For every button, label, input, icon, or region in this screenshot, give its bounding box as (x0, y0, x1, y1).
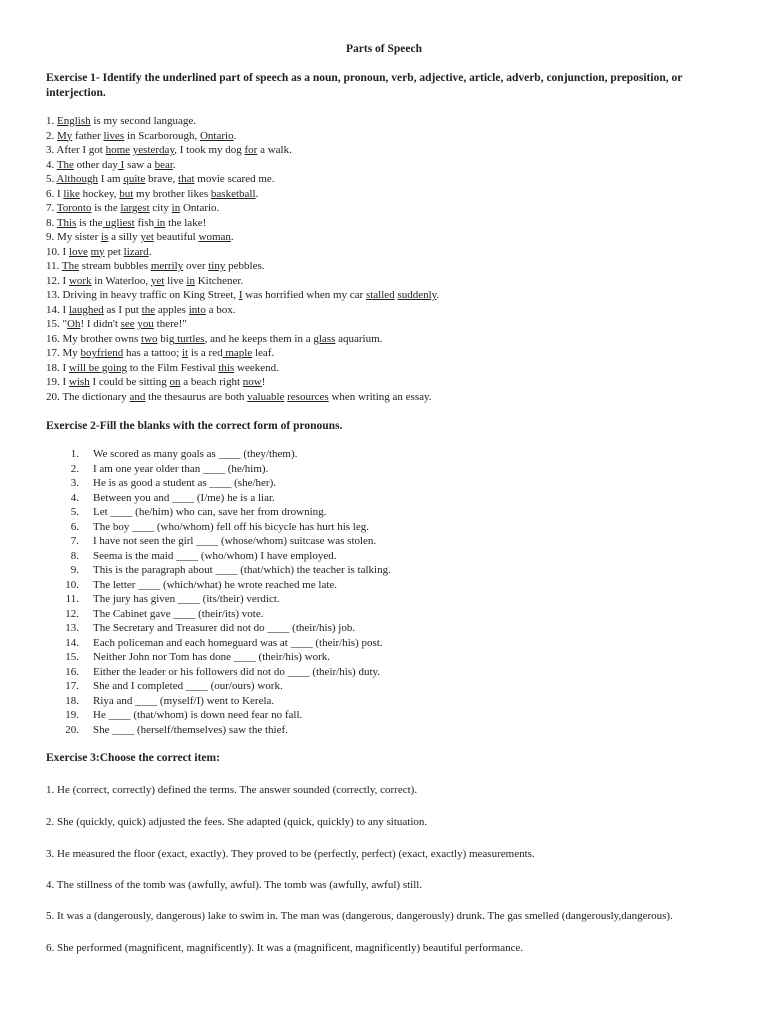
sentence-text: Ontario. (180, 202, 220, 214)
item-text: The jury has given ____ (its/their) verdict. (93, 593, 280, 605)
sentence-text: has a tattoo; (123, 347, 182, 359)
sentence-text: , I took my dog (174, 144, 245, 156)
underlined-word: This (56, 216, 77, 229)
sentence-text: in Waterloo, (91, 274, 151, 287)
item-number: 9. (70, 564, 79, 576)
sentence-text: beautiful (153, 231, 199, 243)
exercise2-item (46, 621, 746, 636)
item-number: 10. (65, 578, 79, 591)
exercise1-sentence (46, 390, 746, 405)
underlined-word: is (101, 231, 109, 243)
item-text: Either the leader or his followers did not do ____ (their/his) duty. (93, 665, 381, 678)
sentence-text: is the (76, 216, 103, 229)
item-number: 11. (65, 593, 79, 605)
item-text: The Cabinet gave ____ (their/its) vote. (93, 607, 264, 620)
exercise1-sentence (46, 317, 746, 332)
exercise2-item (46, 491, 746, 506)
exercise2-item-list (46, 447, 746, 737)
underlined-word: Although (56, 173, 98, 185)
underlined-word: resources (287, 390, 329, 403)
sentence-text: saw a (124, 158, 155, 171)
item-number: 18. (65, 694, 79, 707)
item-text: This is the paragraph about ____ (that/which) the teacher is talking. (93, 564, 391, 576)
underlined-word: the (141, 303, 156, 316)
sentence-text: to the Film Festival (126, 361, 219, 374)
underlined-word: woman (198, 231, 231, 243)
exercise1-sentence (46, 172, 746, 187)
sentence-text: a walk. (257, 144, 292, 156)
underlined-word: love (68, 245, 88, 258)
exercise1-sentence (46, 303, 746, 318)
sentence-text: live (164, 274, 187, 287)
item-text: The Secretary and Treasurer did not do ____ (their/his) job. (93, 622, 356, 634)
exercise3-item: 4. The stillness of the tomb was (awfully, awful). The tomb was (awfully, awful) still. (46, 879, 423, 891)
sentence-text: I (62, 361, 69, 374)
sentence-text: aquarium. (335, 332, 383, 345)
exercise1-sentence (46, 230, 746, 245)
exercise2-item (46, 476, 746, 491)
sentence-text: is my second language. (90, 115, 197, 127)
sentence-text: My sister (57, 231, 101, 243)
sentence-text: . (255, 187, 259, 200)
exercise2-item (46, 505, 746, 520)
exercise2-item (46, 708, 746, 723)
underlined-word: yet (150, 274, 165, 287)
sentence-text: a box. (205, 303, 236, 316)
exercise2-item (46, 592, 746, 607)
underlined-word: like (63, 187, 80, 200)
sentence-number: 2. (46, 129, 57, 142)
item-text: She and I completed ____ (our/ours) work. (93, 680, 283, 692)
underlined-word: bear (154, 158, 173, 171)
sentence-text: other day (73, 158, 118, 171)
item-number: 3. (70, 477, 79, 489)
underlined-word: I (117, 158, 125, 171)
underlined-word: My (57, 129, 73, 142)
sentence-text: in Scarborough, (124, 129, 200, 142)
sentence-text: a silly (108, 231, 141, 243)
sentence-text: over (183, 260, 209, 272)
item-text: Riya and ____ (myself/I) went to Kerela. (93, 694, 275, 707)
exercise1-sentence-list (46, 114, 746, 404)
underlined-word: English (57, 115, 91, 127)
sentence-number: 11. (46, 260, 62, 272)
item-text: Each policeman and each homeguard was at ____ (their/his) post. (93, 636, 383, 649)
sentence-text: Kitchener. (194, 274, 244, 287)
item-number: 1. (70, 448, 79, 460)
sentence-text: was horrified when my car (242, 289, 366, 301)
exercise1-heading (46, 71, 726, 101)
sentence-number: 16. (46, 332, 63, 345)
underlined-word: you (137, 318, 154, 330)
item-text: He ____ (that/whom) is down need fear no fall. (93, 709, 303, 721)
item-number: 4. (70, 491, 79, 504)
item-text: I am one year older than ____ (he/him). (93, 462, 269, 475)
item-number: 6. (70, 520, 79, 533)
underlined-word: quite (123, 173, 146, 185)
sentence-number: 17. (46, 347, 63, 359)
exercise1-sentence (46, 375, 746, 390)
exercise2-item (46, 578, 746, 593)
underlined-word: this (218, 361, 235, 374)
underlined-word: lives (103, 129, 125, 142)
underlined-word: see (120, 318, 135, 330)
underlined-word: tiny (208, 260, 226, 272)
exercise2-item (46, 549, 746, 564)
exercise1-sentence (46, 346, 746, 361)
sentence-number: 4. (46, 158, 57, 171)
sentence-text: , and he keeps them in a (204, 332, 314, 345)
exercise3-heading: Exercise 3:Choose the correct item: (46, 752, 220, 764)
underlined-word: and (129, 390, 146, 403)
sentence-text: After I got (56, 144, 106, 156)
sentence-number: 14. (46, 303, 63, 316)
exercise1-sentence (46, 259, 746, 274)
exercise1-sentence (46, 361, 746, 376)
sentence-text: there!" (153, 318, 187, 330)
exercise2-item (46, 679, 746, 694)
underlined-word: in (171, 202, 181, 214)
exercise2-item (46, 520, 746, 535)
exercise1-heading-line1: Exercise 1- Identify the underlined part of speech as a noun, pronoun, verb, adjective, article, adverb, conjunction, preposition, or (46, 72, 683, 84)
sentence-number: 13. (46, 289, 63, 301)
underlined-word: maple (222, 347, 253, 359)
item-number: 20. (65, 723, 79, 736)
sentence-text: my brother likes (133, 187, 211, 200)
exercise2-item (46, 447, 746, 462)
underlined-word: into (188, 303, 206, 316)
exercise1-sentence (46, 129, 746, 144)
sentence-text: pet (104, 245, 124, 258)
sentence-text: a beach right (180, 376, 243, 388)
sentence-number: 12. (46, 274, 63, 287)
item-text: Neither John nor Tom has done ____ (their/his) work. (93, 651, 331, 663)
underlined-word: but (119, 187, 134, 200)
sentence-text: weekend. (234, 361, 279, 374)
exercise1-sentence (46, 201, 746, 216)
sentence-text: pebbles. (225, 260, 265, 272)
underlined-word: will be going (68, 361, 127, 374)
sentence-text: . (172, 158, 176, 171)
underlined-word: for (244, 144, 258, 156)
sentence-text: I (62, 376, 69, 388)
sentence-text: I (62, 274, 69, 287)
underlined-word: yesterday (132, 144, 175, 156)
underlined-word: basketball (210, 187, 256, 200)
sentence-text: the thesaurus are both (145, 390, 248, 403)
underlined-word: valuable (247, 390, 285, 403)
sentence-text: I (57, 187, 64, 200)
item-number: 14. (65, 636, 79, 649)
underlined-word: now (242, 376, 262, 388)
sentence-text: the lake! (165, 216, 207, 229)
underlined-word: ugliest (102, 216, 135, 229)
sentence-text: father (72, 129, 104, 142)
sentence-text: I could be sitting (89, 376, 170, 388)
exercise2-item (46, 462, 746, 477)
underlined-word: Oh (67, 318, 81, 330)
sentence-text: as I put (103, 303, 142, 316)
sentence-number: 18. (46, 361, 63, 374)
exercise1-sentence (46, 288, 746, 303)
underlined-word: laughed (68, 303, 104, 316)
item-number: 15. (65, 651, 79, 663)
exercise2-item (46, 607, 746, 622)
sentence-text: I am (97, 173, 124, 185)
sentence-text: My brother owns (62, 332, 142, 345)
exercise1-sentence (46, 143, 746, 158)
item-text: The boy ____ (who/whom) fell off his bicycle has hurt his leg. (93, 520, 369, 533)
sentence-text: . (233, 129, 237, 142)
item-number: 12. (65, 607, 79, 620)
exercise2-item (46, 636, 746, 651)
underlined-word: suddenly (397, 289, 437, 301)
exercise3-item: 3. He measured the floor (exact, exactly). They proved to be (perfectly, perfect) (exact, exactly) measurements. (46, 848, 535, 860)
underlined-word: Toronto (56, 202, 92, 214)
sentence-text: apples (155, 303, 189, 316)
sentence-number: 7. (46, 202, 57, 214)
underlined-word: home (105, 144, 131, 156)
sentence-text: The dictionary (62, 390, 130, 403)
item-number: 19. (65, 709, 79, 721)
underlined-word: merrily (150, 260, 184, 272)
sentence-text: movie scared me. (194, 173, 275, 185)
sentence-text: . (148, 245, 152, 258)
item-number: 2. (70, 462, 79, 475)
sentence-number: 10. (46, 245, 63, 258)
item-number: 13. (65, 622, 79, 634)
underlined-word: work (68, 274, 92, 287)
underlined-word: it (181, 347, 189, 359)
page-title: Parts of Speech (345, 43, 422, 55)
underlined-word: in (154, 216, 166, 229)
sentence-number: 19. (46, 376, 63, 388)
item-number: 17. (65, 680, 79, 692)
sentence-text: I (62, 303, 69, 316)
underlined-word: wish (68, 376, 90, 388)
underlined-word: lizard (123, 245, 149, 258)
exercise1-sentence (46, 216, 746, 231)
underlined-word: Ontario (199, 129, 234, 142)
item-number: 16. (65, 665, 79, 678)
exercise1-sentence (46, 245, 746, 260)
sentence-text: " (62, 318, 67, 330)
underlined-word: in (186, 274, 195, 287)
sentence-text: I (62, 245, 69, 258)
sentence-text: . (436, 289, 440, 301)
exercise1-sentence (46, 158, 746, 173)
sentence-number: 20. (46, 390, 63, 403)
sentence-text: city (149, 202, 172, 214)
sentence-text: Driving in heavy traffic on King Street, (62, 289, 239, 301)
exercise1-heading-line2: interjection. (46, 87, 106, 99)
item-text: I have not seen the girl ____ (whose/whom) suitcase was stolen. (93, 535, 377, 547)
sentence-number: 8. (46, 216, 57, 229)
item-text: The letter ____ (which/what) he wrote reached me late. (93, 578, 338, 591)
exercise1-sentence (46, 274, 746, 289)
sentence-text: leaf. (252, 347, 275, 359)
sentence-text: big (157, 332, 175, 345)
sentence-number: 3. (46, 144, 57, 156)
sentence-text: stream bubbles (79, 260, 151, 272)
sentence-text: fish (134, 216, 154, 229)
sentence-text: when writing an essay. (328, 390, 432, 403)
exercise2-item (46, 723, 746, 738)
exercise3-item: 1. He (correct, correctly) defined the terms. The answer sounded (correctly, correct). (46, 784, 418, 796)
exercise3-item: 2. She (quickly, quick) adjusted the fees. She adapted (quick, quickly) to any situation. (46, 816, 428, 828)
underlined-word: glass (313, 332, 336, 345)
item-text: Seema is the maid ____ (who/whom) I have employed. (93, 549, 337, 562)
item-text: He is as good a student as ____ (she/her). (93, 477, 276, 489)
exercise2-item (46, 534, 746, 549)
sentence-number: 1. (46, 115, 57, 127)
sentence-number: 6. (46, 187, 57, 200)
exercise1-sentence (46, 114, 746, 129)
exercise3-item: 5. It was a (dangerously, dangerous) lake to swim in. The man was (dangerous, dangerously) drunk. The gas smelled (dangerously,dangerous). (46, 910, 673, 922)
sentence-text: . (230, 231, 234, 243)
item-number: 5. (70, 506, 79, 518)
sentence-text: is a red (188, 347, 223, 359)
exercise2-item (46, 665, 746, 680)
exercise2-item (46, 694, 746, 709)
underlined-word: I (238, 289, 243, 301)
item-number: 8. (70, 549, 79, 562)
item-text: Between you and ____ (I/me) he is a liar. (93, 491, 275, 504)
underlined-word: The (56, 158, 74, 171)
exercise3-item: 6. She performed (magnificent, magnificently). It was a (magnificent, magnificently) beautiful performance. (46, 942, 524, 954)
item-text: We scored as many goals as ____ (they/them). (93, 448, 298, 460)
underlined-word: on (169, 376, 181, 388)
sentence-text: is the (91, 202, 121, 214)
exercise2-item (46, 563, 746, 578)
exercise1-sentence (46, 187, 746, 202)
exercise2-heading: Exercise 2-Fill the blanks with the correct form of pronouns. (46, 420, 343, 432)
underlined-word: turtles (174, 332, 205, 345)
sentence-text: hockey, (79, 187, 120, 200)
sentence-text: ! I didn't (80, 318, 121, 330)
underlined-word: two (141, 332, 158, 345)
item-text: She ____ (herself/themselves) saw the thief. (93, 723, 288, 736)
sentence-text: My (62, 347, 81, 359)
underlined-word: boyfriend (80, 347, 124, 359)
exercise2-item (46, 650, 746, 665)
sentence-number: 5. (46, 173, 57, 185)
underlined-word: stalled (365, 289, 395, 301)
underlined-word: yet (140, 231, 154, 243)
sentence-text: ! (261, 376, 266, 388)
underlined-word: my (90, 245, 105, 258)
item-text: Let ____ (he/him) who can, save her from drowning. (93, 506, 327, 518)
sentence-text: brave, (145, 173, 179, 185)
item-number: 7. (70, 535, 79, 547)
underlined-word: largest (120, 202, 150, 214)
sentence-number: 9. (46, 231, 57, 243)
sentence-number: 15. (46, 318, 63, 330)
underlined-word: that (178, 173, 195, 185)
underlined-word: The (61, 260, 80, 272)
exercise1-sentence (46, 332, 746, 347)
